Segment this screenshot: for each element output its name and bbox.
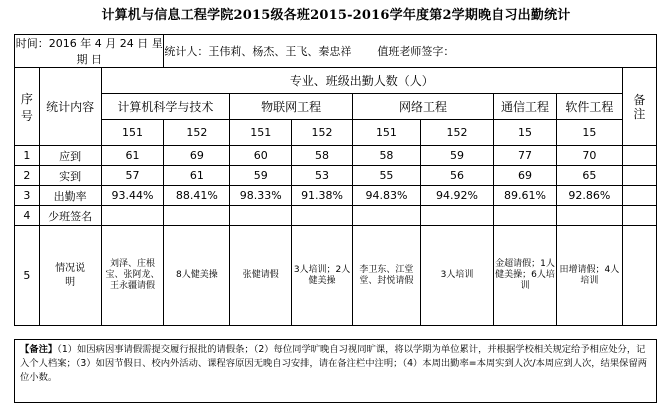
- value-cell: 69: [164, 146, 230, 166]
- value-cell: 60: [230, 146, 292, 166]
- info-row: [15, 35, 657, 68]
- value-cell: 53: [292, 166, 353, 186]
- major-software: 软件工程: [556, 94, 622, 120]
- table-row: [15, 186, 657, 206]
- reason-cell: 3人培训；2人健美操: [292, 226, 353, 326]
- class-cell: 15: [556, 120, 622, 146]
- stat-content-header: 统计内容: [39, 68, 101, 146]
- duty-teacher-text: 值班老师签字：: [377, 45, 455, 58]
- major-iot: 物联网工程: [230, 94, 353, 120]
- value-cell: 56: [420, 166, 493, 186]
- signature-cell: [101, 206, 164, 226]
- reason-cell: 8人健美操: [164, 226, 230, 326]
- signature-cell: [494, 206, 557, 226]
- value-cell: 69: [494, 166, 557, 186]
- remark-cell: [622, 226, 656, 326]
- signature-cell: [352, 206, 420, 226]
- value-cell: 98.33%: [230, 186, 292, 206]
- time-cell: [15, 35, 164, 68]
- value-cell: 89.61%: [494, 186, 557, 206]
- value-cell: 58: [292, 146, 353, 166]
- reason-cell: 刘泽、庄根宝、张阿龙、王永疆请假: [101, 226, 164, 326]
- reason-cell: 张健请假: [230, 226, 292, 326]
- row-number: 1: [15, 146, 40, 166]
- signature-cell: [292, 206, 353, 226]
- value-cell: 59: [420, 146, 493, 166]
- serial-header: 序号: [15, 68, 40, 146]
- row-label: 实到: [39, 166, 101, 186]
- row-label: 少班签名: [39, 206, 101, 226]
- table-row: [15, 146, 657, 166]
- header-row-top: [15, 68, 657, 94]
- header-row-classes: [15, 120, 657, 146]
- table-row: [15, 206, 657, 226]
- reason-row: [15, 226, 657, 326]
- class-cell: 151: [352, 120, 420, 146]
- reason-cell: 田增请假；4人培训: [556, 226, 622, 326]
- row-number: 3: [15, 186, 40, 206]
- reason-cell: 3人培训: [420, 226, 493, 326]
- value-cell: 88.41%: [164, 186, 230, 206]
- row-label: 应到: [39, 146, 101, 166]
- class-cell: 152: [420, 120, 493, 146]
- value-cell: 92.86%: [556, 186, 622, 206]
- remarks-note: [14, 339, 657, 403]
- class-cell: 151: [101, 120, 164, 146]
- value-cell: 59: [230, 166, 292, 186]
- people-cell: [164, 35, 657, 68]
- major-communication: 通信工程: [494, 94, 557, 120]
- row-number: 5: [15, 226, 40, 326]
- row-label: 情况说明: [39, 226, 101, 326]
- value-cell: 94.92%: [420, 186, 493, 206]
- value-cell: 94.83%: [352, 186, 420, 206]
- value-cell: 57: [101, 166, 164, 186]
- signature-cell: [164, 206, 230, 226]
- class-cell: 15: [494, 120, 557, 146]
- value-cell: 77: [494, 146, 557, 166]
- class-cell: 152: [292, 120, 353, 146]
- attendance-table: [14, 34, 657, 326]
- class-cell: 152: [164, 120, 230, 146]
- note-label: 【备注】: [20, 344, 58, 355]
- signature-cell: [230, 206, 292, 226]
- remark-header: 备注: [622, 68, 656, 146]
- value-cell: 70: [556, 146, 622, 166]
- table-row: [15, 166, 657, 186]
- reason-cell: 金超请假；1人健美操；6人培训: [494, 226, 557, 326]
- value-cell: 93.44%: [101, 186, 164, 206]
- major-cs: 计算机科学与技术: [101, 94, 230, 120]
- remark-cell: [622, 186, 656, 206]
- page-title: 计算机与信息工程学院2015级各班2015-2016学年度第2学期晚自习出勤统计: [101, 8, 571, 23]
- stats-person-text: 统计人：王伟莉、杨杰、王飞、秦忠祥: [164, 45, 352, 58]
- remark-cell: [622, 166, 656, 186]
- value-cell: 55: [352, 166, 420, 186]
- header-row-majors: [15, 94, 657, 120]
- row-label: 出勤率: [39, 186, 101, 206]
- value-cell: 61: [101, 146, 164, 166]
- row-number: 2: [15, 166, 40, 186]
- value-cell: 91.38%: [292, 186, 353, 206]
- remark-cell: [622, 206, 656, 226]
- time-text: 时间：2016 年 4 月 24 日 星期 日: [15, 37, 163, 66]
- row-number: 4: [15, 206, 40, 226]
- signature-cell: [556, 206, 622, 226]
- class-cell: 151: [230, 120, 292, 146]
- remark-cell: [622, 146, 656, 166]
- value-cell: 65: [556, 166, 622, 186]
- value-cell: 61: [164, 166, 230, 186]
- group-title-header: 专业、班级出勤人数（人）: [101, 68, 622, 94]
- signature-cell: [420, 206, 493, 226]
- reason-cell: 李卫东、江堂堂、封悦请假: [352, 226, 420, 326]
- value-cell: 58: [352, 146, 420, 166]
- note-text: （1）如因病因事请假需提交履行报批的请假条；（2）每位同学旷晚自习视同旷课，将以学期为单位累计，并根据学校相关规定给予相应处分，记入个人档案；（3）如因节假日、校内外活动、课程容原因无晚自习安排，请在备注栏中注明；（4）本周出勤率=本周实到人次/本周应到人次，结果保留两位小数。: [20, 344, 648, 383]
- major-network: 网络工程: [352, 94, 493, 120]
